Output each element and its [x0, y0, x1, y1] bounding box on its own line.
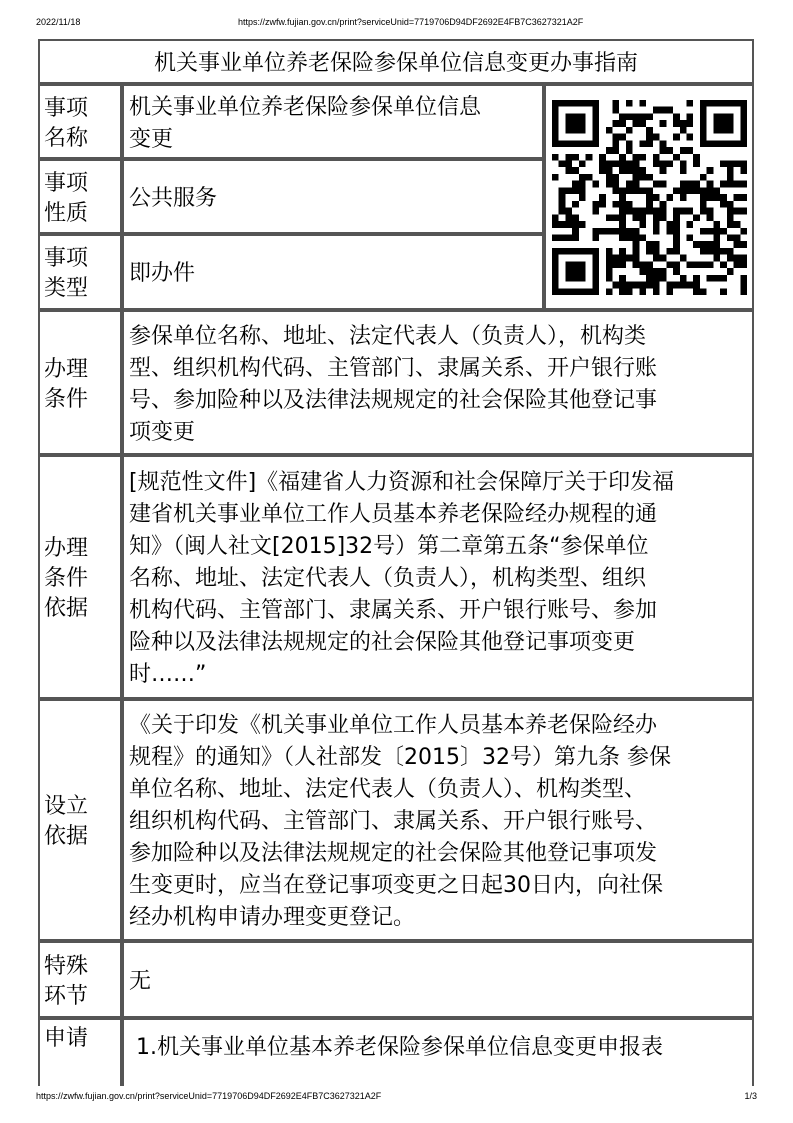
row-application — [38, 1018, 754, 1086]
footer-url[interactable]: https://zwfw.fujian.gov.cn/print?serviceUnid=7719706D94DF2692E4FB7C3627321A2F — [36, 1091, 382, 1101]
row-conditions-basis — [38, 455, 754, 699]
row-label: 特殊 环节 — [38, 941, 122, 1018]
row-value: 机关事业单位养老保险参保单位信息 变更 — [122, 84, 544, 159]
row-label: 事项 类型 — [38, 234, 122, 310]
print-url[interactable]: https://zwfw.fujian.gov.cn/print?serviceUnid=7719706D94DF2692E4FB7C3627321A2F — [238, 17, 584, 27]
qr-code-icon — [552, 100, 747, 295]
row-label: 办理 条件 依据 — [38, 455, 122, 699]
row-label: 事项 名称 — [38, 84, 122, 159]
row-special-steps — [38, 941, 754, 1018]
print-date: 2022/11/18 — [36, 17, 81, 27]
row-label: 设立 依据 — [38, 699, 122, 941]
row-value: [规范性文件]《福建省人力资源和社会保障厅关于印发福 建省机关事业单位工作人员基本养老保险经办规程的通 知》（闽人社文[2015]32号）第二章第五条“参保单位 名称、地址、法定代表人（负责人），机构类型、组织 机构代码、主管部门、隶属关系、开户银行账号、参加 险种以及法律法规规定的社会保险其他登记事项变更 时……” — [122, 455, 754, 699]
row-label: 事项 性质 — [38, 159, 122, 234]
page-title: 机关事业单位养老保险参保单位信息变更办事指南 — [38, 39, 754, 84]
row-label: 办理 条件 — [38, 310, 122, 455]
row-legal-basis — [38, 699, 754, 941]
qr-code-cell — [544, 84, 754, 310]
row-value: 1.机关事业单位基本养老保险参保单位信息变更申报表 — [122, 1018, 754, 1086]
row-value: 《关于印发《机关事业单位工作人员基本养老保险经办 规程》的通知》（人社部发〔2015〕32号）第九条 参保 单位名称、地址、法定代表人（负责人）、机构类型、 组织机构代码、主管部门、隶属关系、开户银行账号、 参加险种以及法律法规规定的社会保险其他登记事项发 生变更时，应当在登记事项变更之日起30日内，向社保 经办机构申请办理变更登记。 — [122, 699, 754, 941]
row-value: 公共服务 — [122, 159, 544, 234]
guide-table — [38, 39, 754, 1086]
row-value: 即办件 — [122, 234, 544, 310]
page-number: 1/3 — [744, 1091, 757, 1101]
row-conditions — [38, 310, 754, 455]
row-value: 无 — [122, 941, 754, 1018]
row-label: 申请 — [38, 1018, 122, 1086]
row-value: 参保单位名称、地址、法定代表人（负责人），机构类 型、组织机构代码、主管部门、隶属关系、开户银行账 号、参加险种以及法律法规规定的社会保险其他登记事 项变更 — [122, 310, 754, 455]
